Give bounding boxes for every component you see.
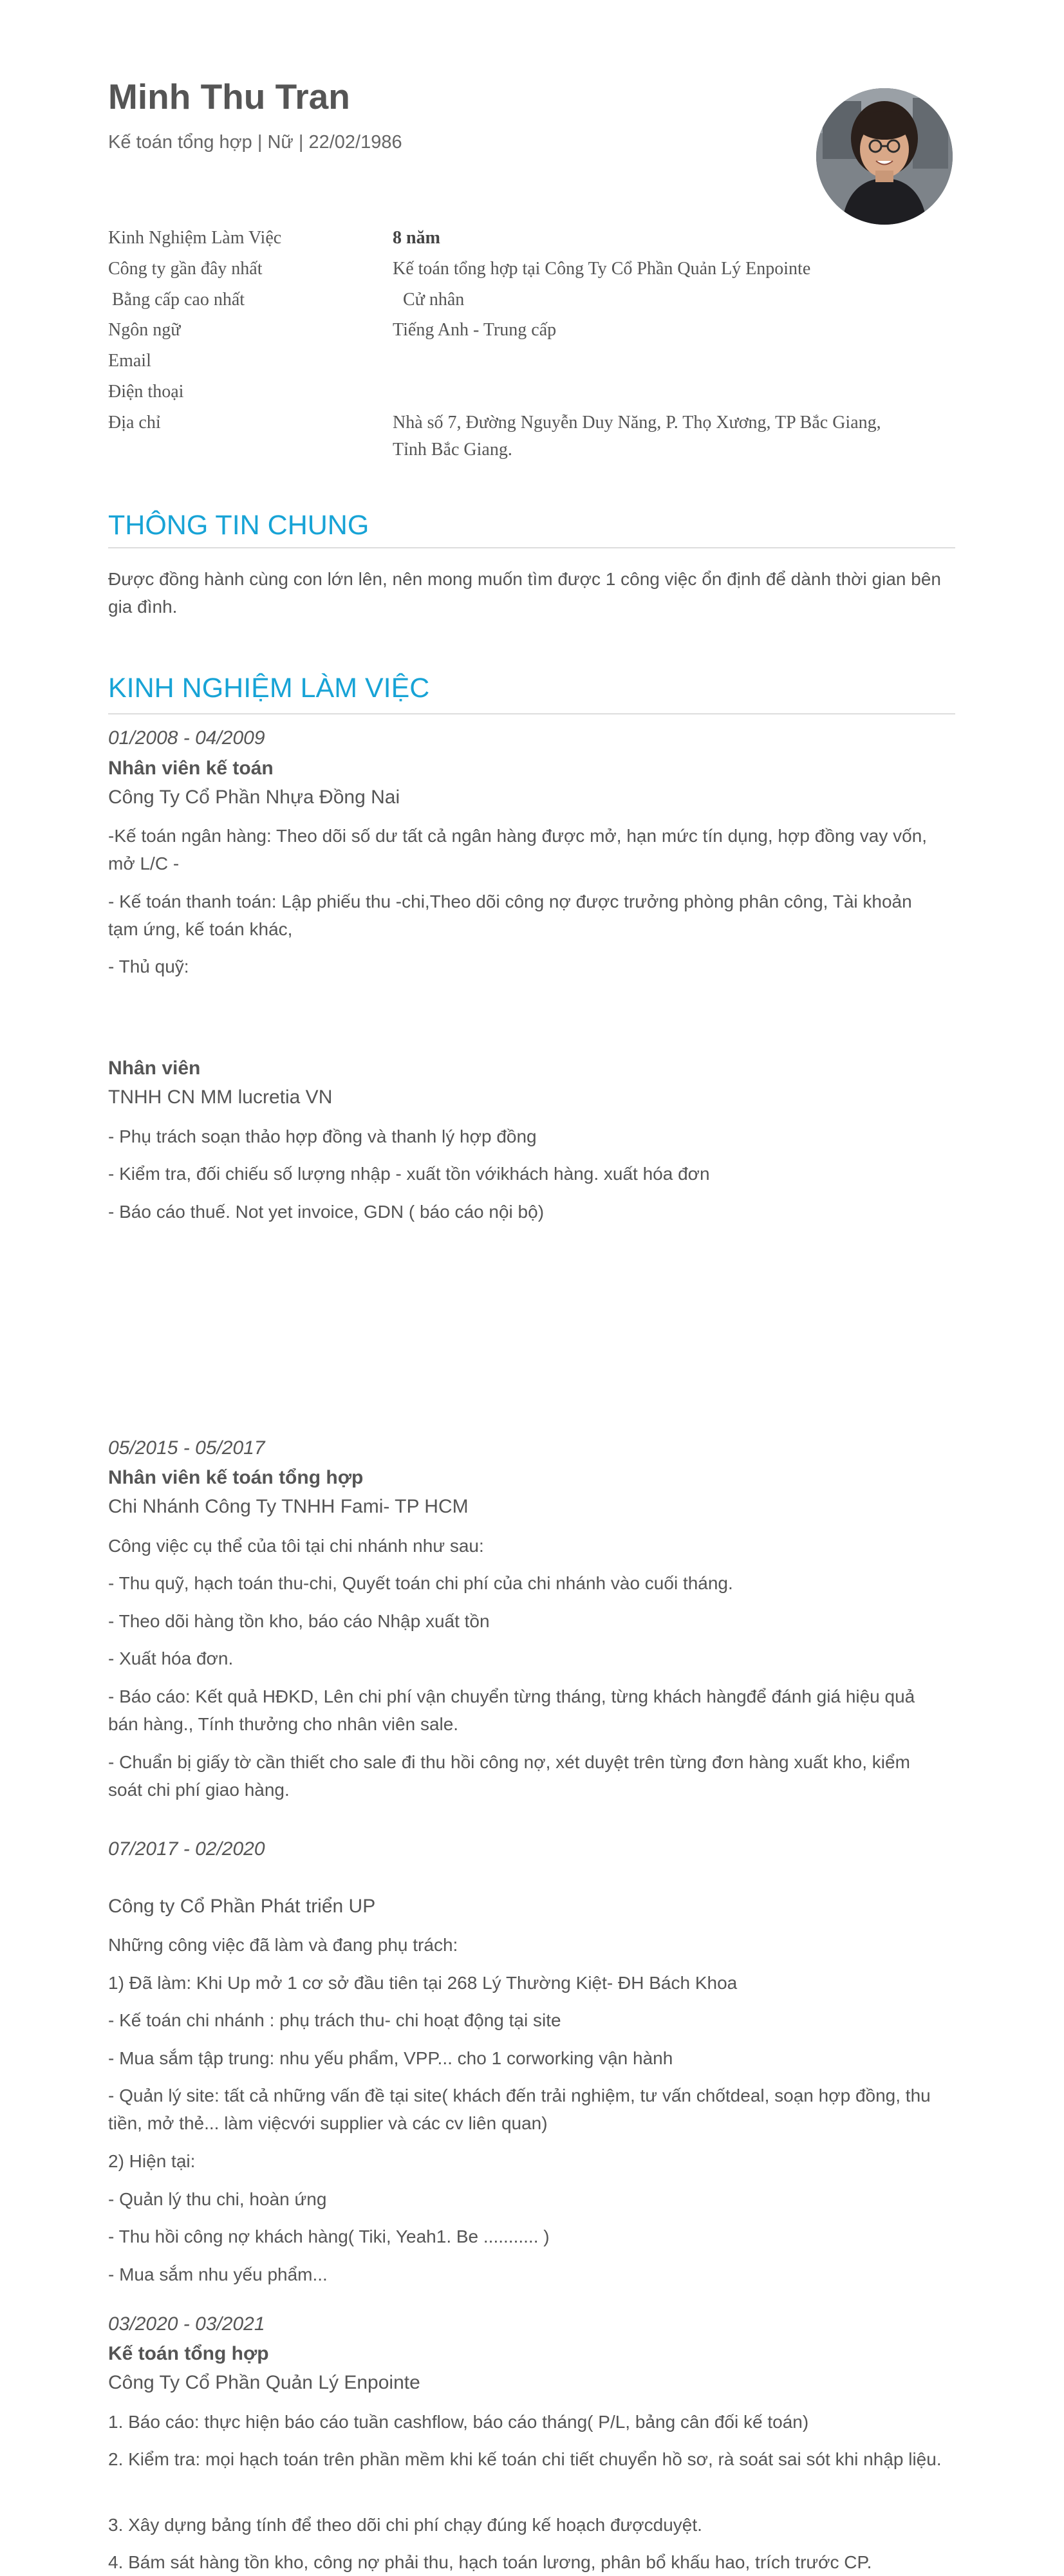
info-label-degree: Bằng cấp cao nhất [112,290,245,310]
job-line: - Thu quỹ, hạch toán thu-chi, Quyết toán chi phí của chi nhánh vào cuối tháng. [108,1573,733,1593]
job-line: 1) Đã làm: Khi Up mở 1 cơ sở đầu tiên tại 268 Lý Thường Kiệt- ĐH Bách Khoa [108,1973,738,1993]
info-label-phone: Điện thoại [108,382,184,402]
section-divider [108,713,955,714]
info-value-recent-company: Kế toán tổng hợp tại Công Ty Cổ Phần Quản Lý Enpointe [393,259,811,279]
info-label-email: Email [108,351,151,371]
info-value-experience: 8 năm [393,228,440,248]
job-company: Công Ty Cổ Phần Quản Lý Enpointe [108,2372,420,2393]
job-line: 2) Hiện tại: [108,2151,196,2171]
job-line: Công việc cụ thể của tôi tại chi nhánh như sau: [108,1536,484,1556]
job-date: 07/2017 - 02/2020 [108,1838,265,1860]
candidate-name: Minh Thu Tran [108,77,350,117]
job-company: Công Ty Cổ Phần Nhựa Đồng Nai [108,787,400,808]
job-line: - Xuất hóa đơn. [108,1648,234,1668]
job-line: -Kế toán ngân hàng: Theo dõi số dư tất cả ngân hàng được mở, hạn mức tín dụng, hợp đồng vay vốn, mở L/C - [108,826,928,873]
job-line: - Quản lý site: tất cả những vấn đề tại site( khách đến trải nghiệm, tư vấn chốtdeal, soạn hợp đồng, thu tiền, mở thẻ... làm việcvới supplier và các cv liên quan) [108,2086,931,2133]
general-text: Được đồng hành cùng con lớn lên, nên mong muốn tìm được 1 công việc ổn định để dành thời gian bên gia đình. [108,569,941,617]
job-line: - Kế toán thanh toán: Lập phiếu thu -chi,Theo dõi công nợ được trưởng phòng phân công, Tài khoản tạm ứng, kế toán khác, [108,891,912,939]
job-line: - Theo dõi hàng tồn kho, báo cáo Nhập xuất tồn [108,1611,490,1631]
job-line: - Phụ trách soạn thảo hợp đồng và thanh lý hợp đồng [108,1126,537,1146]
job-line: - Kế toán chi nhánh : phụ trách thu- chi hoạt động tại site [108,2010,561,2030]
job-line: - Thu hồi công nợ khách hàng( Tiki, Yeah1. Be ........... ) [108,2226,550,2246]
job-line: - Mua sắm nhu yếu phẩm... [108,2264,328,2284]
info-label-address: Địa chỉ [108,413,161,433]
job-company: Công ty Cổ Phần Phát triển UP [108,1896,376,1917]
job-role: Nhân viên kế toán [108,758,274,779]
job-line: 3. Xây dựng bảng tính để theo dõi chi phí chạy đúng kế hoạch đượcduyệt. [108,2515,702,2535]
job-line: 2. Kiểm tra: mọi hạch toán trên phần mềm khi kế toán chi tiết chuyển hồ sơ, rà soát sai sót khi nhập liệu. [108,2449,942,2469]
job-line: - Kiểm tra, đối chiếu số lượng nhập - xuất tồn vớikhách hàng. xuất hóa đơn [108,1164,710,1184]
job-line: 4. Bám sát hàng tồn kho, công nợ phải thu, hạch toán lương, phân bổ khấu hao, trích trước CP. [108,2552,872,2572]
section-title-general: THÔNG TIN CHUNG [108,510,369,541]
section-divider [108,547,955,548]
job-role: Nhân viên [108,1058,201,1079]
job-line: - Mua sắm tập trung: nhu yếu phẩm, VPP... cho 1 corworking vận hành [108,2048,673,2068]
job-line: - Báo cáo: Kết quả HĐKD, Lên chi phí vận chuyển từng tháng, từng khách hàngđể đánh giá hiệu quả bán hàng., Tính thưởng cho nhân viên sale. [108,1686,915,1734]
job-line: - Chuẩn bị giấy tờ cần thiết cho sale đi thu hồi công nợ, xét duyệt trên từng đơn hàng xuất kho, kiểm soát chi phí giao hàng. [108,1752,910,1800]
info-value-degree: Cử nhân [403,290,465,310]
job-line: - Thủ quỹ: [108,957,189,976]
job-date: 01/2008 - 04/2009 [108,727,265,749]
job-role: Nhân viên kế toán tổng hợp [108,1467,364,1488]
job-role: Kế toán tổng hợp [108,2343,269,2364]
job-date: 03/2020 - 03/2021 [108,2313,265,2335]
job-company: Chi Nhánh Công Ty TNHH Fami- TP HCM [108,1496,469,1517]
section-title-experience: KINH NGHIỆM LÀM VIỆC [108,673,430,704]
avatar-photo [816,88,953,225]
job-company: TNHH CN MM lucretia VN [108,1087,333,1108]
info-label-experience: Kinh Nghiệm Làm Việc [108,228,282,248]
info-value-address-line2: Tỉnh Bắc Giang. [393,440,512,460]
job-line: - Quản lý thu chi, hoàn ứng [108,2189,327,2209]
job-line: - Báo cáo thuế. Not yet invoice, GDN ( báo cáo nội bộ) [108,1202,545,1222]
avatar [816,88,953,225]
info-value-language: Tiếng Anh - Trung cấp [393,320,557,340]
info-label-language: Ngôn ngữ [108,320,181,340]
candidate-subtitle: Kế toán tổng hợp | Nữ | 22/02/1986 [108,132,402,153]
info-value-address: Nhà số 7, Đường Nguyễn Duy Năng, P. Thọ Xương, TP Bắc Giang, [393,413,881,433]
job-line: Những công việc đã làm và đang phụ trách: [108,1935,458,1955]
info-label-recent-company: Công ty gần đây nhất [108,259,263,279]
job-line: 1. Báo cáo: thực hiện báo cáo tuần cashflow, báo cáo tháng( P/L, bảng cân đối kế toán) [108,2412,809,2432]
job-date: 05/2015 - 05/2017 [108,1437,265,1459]
